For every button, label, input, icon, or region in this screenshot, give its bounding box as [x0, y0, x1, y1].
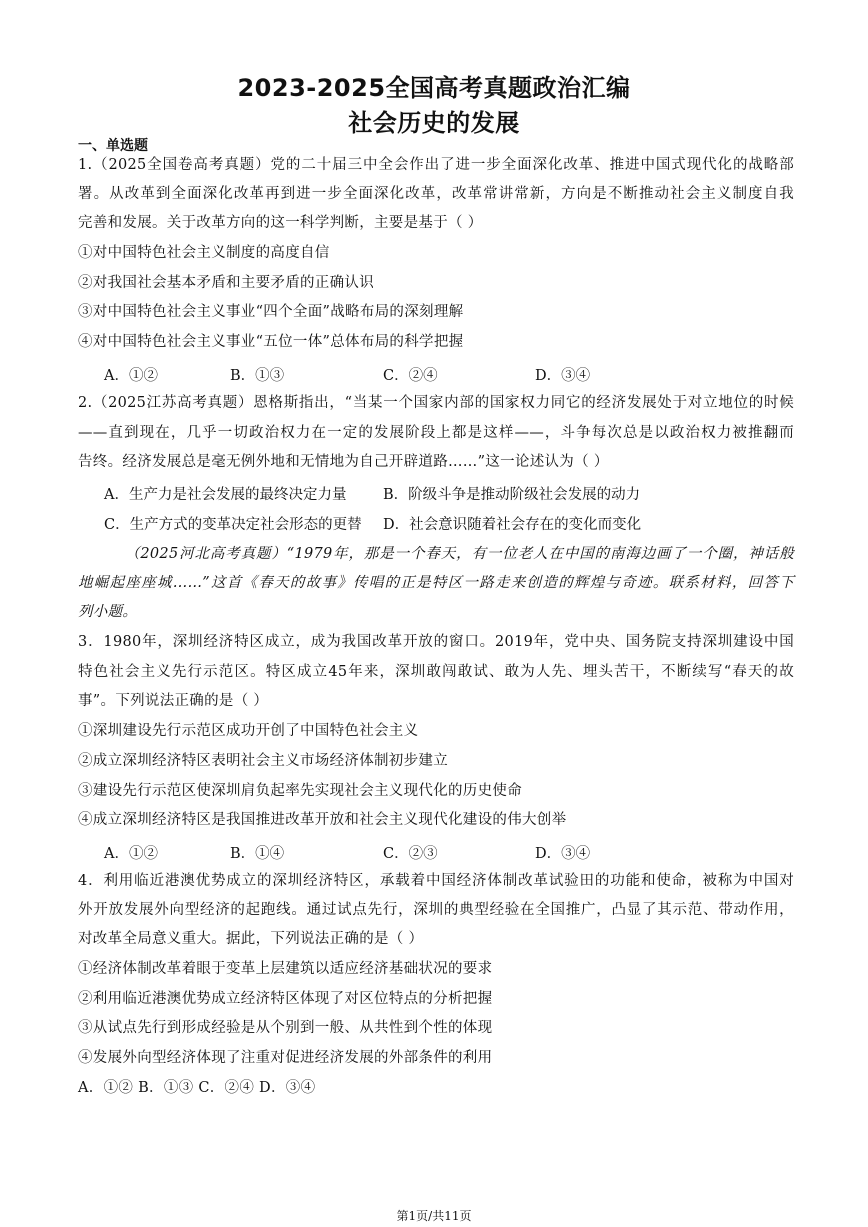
q4-stem-line: 对改革全局意义重大。据此，下列说法正确的是（ ）	[78, 931, 424, 947]
document-subtitle: 社会历史的发展	[348, 109, 520, 137]
q4-statement: ③从试点先行到形成经验是从个别到一般、从共性到个性的体现	[78, 1020, 493, 1036]
q2-stem-line: 告终。经济发展总是毫无例外地和无情地为自己开辟道路……”这一论述认为（ ）	[78, 454, 609, 470]
material-line: 地崛起座座城……”这首《春天的故事》传唱的正是特区一路走来创造的辉煌与奇迹。联系材料，回答下	[78, 575, 794, 591]
q3-option-c: C．②③	[383, 846, 438, 862]
q1-option-a: A．①②	[104, 368, 158, 384]
q2-option-a: A．生产力是社会发展的最终决定力量	[104, 487, 347, 503]
q3-stem-line: 事”。下列说法正确的是（ ）	[78, 693, 269, 709]
q4-stem-line: 外开放发展外向型经济的起跑线。通过试点先行，深圳的典型经验在全国推广，凸显了其示范、带动作用，	[78, 902, 794, 918]
q3-option-d: D．③④	[535, 846, 591, 862]
q4-options: A．①② B．①③ C．②④ D．③④	[78, 1080, 316, 1096]
q3-statement: ②成立深圳经济特区表明社会主义市场经济体制初步建立	[78, 753, 448, 769]
q4-statement: ②利用临近港澳优势成立经济特区体现了对区位特点的分析把握	[78, 991, 493, 1007]
q1-statement: ①对中国特色社会主义制度的高度自信	[78, 245, 330, 261]
material-line: 列小题。	[78, 604, 138, 620]
q2-option-d: D．社会意识随着社会存在的变化而变化	[383, 517, 642, 533]
q1-statement: ④对中国特色社会主义事业“五位一体”总体布局的科学把握	[78, 334, 464, 350]
q4-stem-line: 4．利用临近港澳优势成立的深圳经济特区，承载着中国经济体制改革试验田的功能和使命，被称为中国对	[78, 873, 794, 889]
q3-statement: ③建设先行示范区使深圳肩负起率先实现社会主义现代化的历史使命	[78, 783, 522, 799]
q2-option-b: B．阶级斗争是推动阶级社会发展的动力	[383, 487, 641, 503]
q1-stem-line: 完善和发展。关于改革方向的这一科学判断，主要是基于（ ）	[78, 215, 483, 231]
q3-option-b: B．①④	[230, 846, 285, 862]
q1-option-c: C．②④	[383, 368, 438, 384]
q1-option-b: B．①③	[230, 368, 285, 384]
q1-stem-line: 署。从改革到全面深化改革再到进一步全面深化改革，改革常讲常新，方向是不断推动社会主义制度自我	[78, 186, 794, 202]
q1-statement: ③对中国特色社会主义事业“四个全面”战略布局的深刻理解	[78, 304, 464, 320]
q1-option-d: D．③④	[535, 368, 591, 384]
q4-statement: ④发展外向型经济体现了注重对促进经济发展的外部条件的利用	[78, 1050, 493, 1066]
page-footer: 第1页/共11页	[396, 1209, 472, 1223]
section-heading: 一、单选题	[78, 138, 148, 154]
q3-stem-line: 3．1980年，深圳经济特区成立，成为我国改革开放的窗口。2019年，党中央、国务院支持深圳建设中国	[78, 634, 794, 650]
q3-option-a: A．①②	[104, 846, 158, 862]
q1-statement: ②对我国社会基本矛盾和主要矛盾的正确认识	[78, 275, 374, 291]
q2-stem-line: ——直到现在，几乎一切政治权力在一定的发展阶段上都是这样——，斗争每次总是以政治权力被推翻而	[78, 425, 794, 441]
q3-stem-line: 特色社会主义先行示范区。特区成立45年来，深圳敢闯敢试、敢为人先、埋头苦干，不断续写“春天的故	[78, 664, 794, 680]
q2-stem-line: 2.（2025江苏高考真题）恩格斯指出，“当某一个国家内部的国家权力同它的经济发展处于对立地位的时候	[78, 395, 794, 411]
q1-stem-line: 1.（2025全国卷高考真题）党的二十届三中全会作出了进一步全面深化改革、推进中国式现代化的战略部	[78, 157, 794, 173]
material-line: （2025河北高考真题）“1979年，那是一个春天，有一位老人在中国的南海边画了一个圈，神话般	[125, 546, 794, 562]
q4-statement: ①经济体制改革着眼于变革上层建筑以适应经济基础状况的要求	[78, 961, 493, 977]
q2-option-c: C．生产方式的变革决定社会形态的更替	[104, 517, 362, 533]
document-title: 2023-2025全国高考真题政治汇编	[237, 74, 631, 102]
q3-statement: ④成立深圳经济特区是我国推进改革开放和社会主义现代化建设的伟大创举	[78, 812, 567, 828]
q3-statement: ①深圳建设先行示范区成功开创了中国特色社会主义	[78, 723, 419, 739]
